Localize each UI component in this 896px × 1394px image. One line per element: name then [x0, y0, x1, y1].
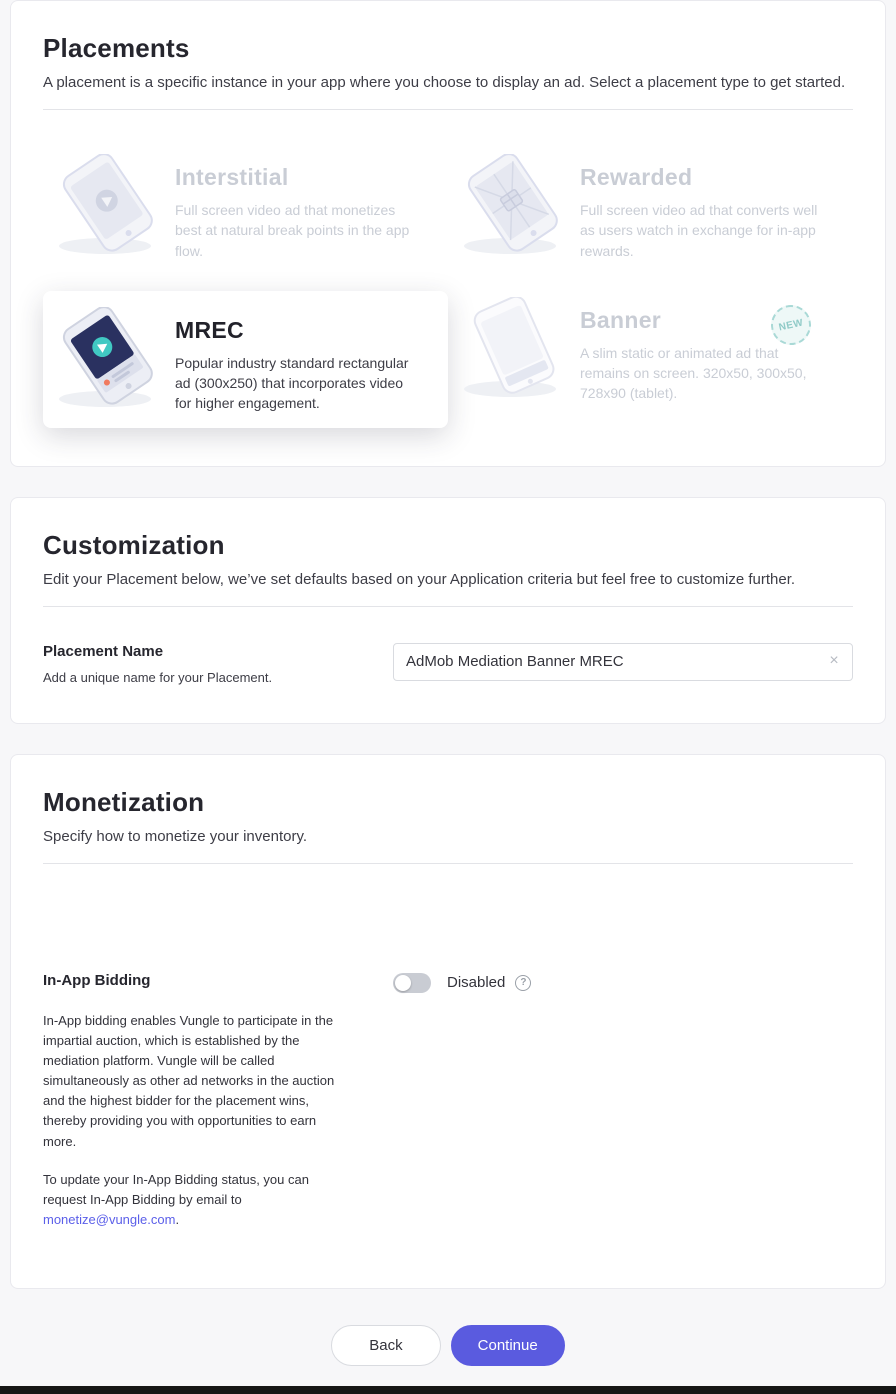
- update-text: To update your In-App Bidding status, you can request In-App Bidding by email to: [43, 1171, 309, 1207]
- banner-text: [580, 291, 853, 404]
- placement-tile-description: Popular industry standard rectangular ad (300x250) that incorporates video for higher engagement.: [175, 354, 409, 412]
- customization-subtitle: Edit your Placement below, we’ve set defaults based on your Application criteria but feel free to customize further.: [43, 570, 796, 588]
- placement-tile-description: Full screen video ad that converts well as users watch in exchange for in-app rewards.: [580, 202, 818, 259]
- monetization-subtitle: Specify how to monetize your inventory.: [43, 827, 308, 845]
- new-badge-label: NEW: [777, 316, 805, 333]
- placement-tile-title: MREC: [175, 316, 244, 343]
- in-app-bidding-control: [393, 972, 531, 993]
- placement-tile-description: A slim static or animated ad that remains on screen. 320x50, 300x50, 728x90 (tablet).: [580, 344, 807, 402]
- placements-card: [10, 0, 886, 467]
- mrec-phone-icon: [43, 301, 175, 411]
- placement-tile-description: Full screen video ad that monetizes best at natural break points in the app flow.: [175, 202, 410, 259]
- back-button[interactable]: Back: [331, 1325, 440, 1366]
- help-icon[interactable]: ?: [515, 975, 531, 991]
- toggle-knob: [395, 975, 411, 991]
- in-app-bidding-update-text: [43, 1170, 343, 1230]
- placement-tile-title: Banner: [580, 306, 662, 333]
- continue-button[interactable]: Continue: [451, 1325, 565, 1366]
- placement-name-input-wrap: [393, 643, 853, 681]
- monetization-title: Monetization: [43, 786, 205, 817]
- placement-tile-title: Rewarded: [580, 164, 693, 190]
- placement-tile-title: Interstitial: [175, 164, 289, 190]
- in-app-bidding-label: In-App Bidding: [43, 971, 151, 989]
- rewarded-phone-icon: [448, 148, 580, 258]
- footer-actions: [0, 1325, 896, 1374]
- in-app-bidding-toggle[interactable]: [393, 973, 431, 993]
- in-app-bidding-row: [43, 972, 853, 1230]
- customization-title: Customization: [43, 529, 225, 560]
- placements-title: Placements: [43, 33, 190, 63]
- interstitial-phone-icon: [43, 148, 175, 258]
- in-app-bidding-status: Disabled: [447, 974, 506, 992]
- in-app-bidding-left: [43, 972, 393, 1230]
- bottom-bar: [0, 1386, 896, 1394]
- placement-tile-interstitial[interactable]: [43, 148, 448, 261]
- divider: [43, 863, 853, 864]
- update-text-period: .: [175, 1212, 180, 1228]
- placement-name-label: Placement Name: [43, 642, 164, 660]
- placement-type-grid: [43, 148, 853, 428]
- banner-phone-icon: [448, 291, 580, 401]
- monetize-email-link[interactable]: monetize@vungle.com: [43, 1212, 176, 1228]
- divider: [43, 109, 853, 110]
- customization-card: [10, 497, 886, 724]
- interstitial-text: [175, 148, 448, 261]
- placement-name-help: Add a unique name for your Placement.: [43, 669, 273, 685]
- clear-input-icon[interactable]: ×: [829, 651, 839, 669]
- monetization-card: [10, 754, 886, 1289]
- placement-tile-rewarded[interactable]: [448, 148, 853, 261]
- placements-subtitle: A placement is a specific instance in your app where you choose to display an ad. Select a placement type to get started.: [43, 74, 846, 91]
- rewarded-text: [580, 148, 853, 261]
- placement-name-row: [43, 643, 853, 685]
- placement-tile-mrec[interactable]: [43, 291, 448, 428]
- placement-name-label-col: [43, 643, 393, 685]
- mrec-text: [175, 301, 448, 414]
- divider: [43, 606, 853, 607]
- placement-name-input[interactable]: [393, 643, 853, 681]
- placement-tile-banner[interactable]: [448, 291, 853, 428]
- in-app-bidding-description: In-App bidding enables Vungle to participate in the impartial auction, which is established by the mediation platform. Vungle will be called simultaneously as other ad networks in the auction and the highest bidder for the placement wins, thereby providing you with opportunities to earn more.: [43, 1012, 335, 1149]
